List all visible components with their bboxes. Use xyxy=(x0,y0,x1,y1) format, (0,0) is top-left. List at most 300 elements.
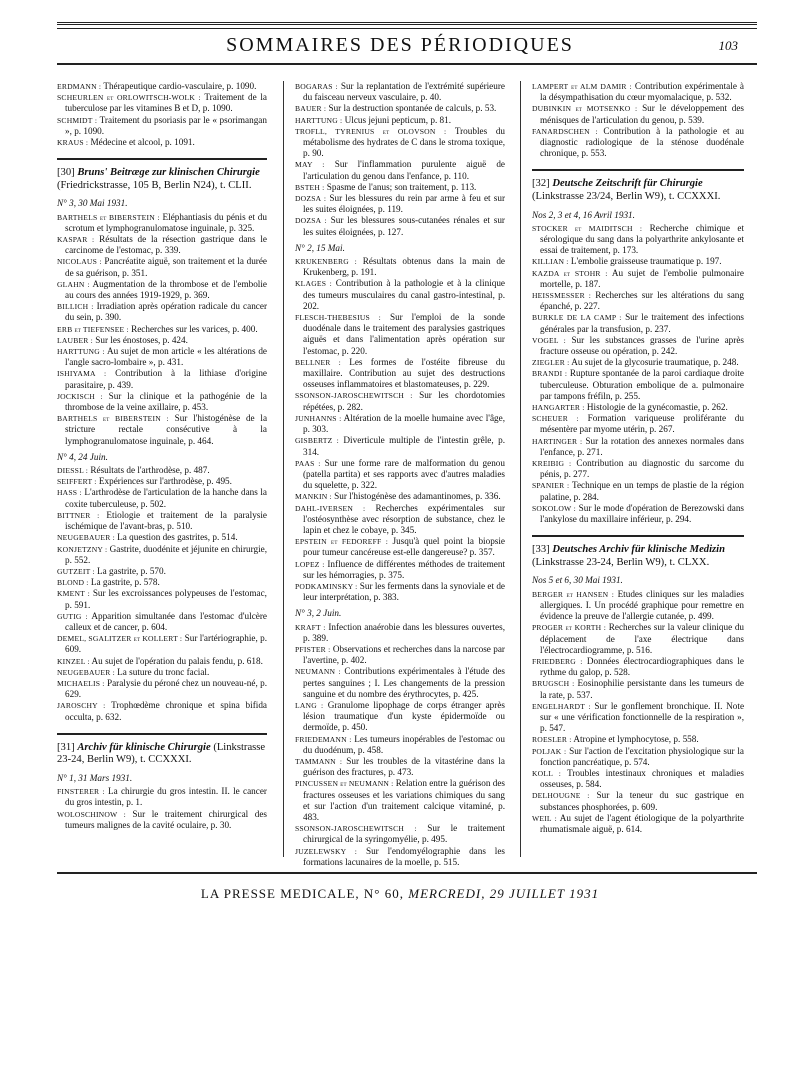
entry-author: MICHAELIS : xyxy=(57,678,105,688)
header-rule-bottom xyxy=(57,63,757,65)
abstract-entry xyxy=(295,823,505,845)
entry-title: Recherches expérimentales sur l'ostéosynthèse avec résorption de substance, chez le lapin et chez le cobaye, p. 345. xyxy=(303,502,505,535)
entry-author: SSONSON-JAROSCHEWITSCH : xyxy=(295,391,413,401)
entry-title: Sur le traitement chirurgical des tumeurs malignes de la cavité oculaire, p. 30. xyxy=(65,808,267,830)
abstract-entry xyxy=(57,465,267,476)
abstract-entry xyxy=(57,324,267,335)
journal-heading-31 xyxy=(57,733,267,767)
entry-title: Sur les blessures sous-cutanées rénales et sur les suites éloignées, p. 127. xyxy=(303,215,505,237)
entry-author: KINZEL : xyxy=(57,656,90,666)
journal-number: [33] xyxy=(532,544,550,556)
entry-author: BELLNER : xyxy=(295,357,341,367)
abstract-entry xyxy=(532,368,744,402)
entry-title: La gastrite, p. 578. xyxy=(90,577,160,588)
entry-title: Altération de la moelle humaine avec l'âge, p. 303. xyxy=(303,412,505,435)
abstract-entry xyxy=(295,846,505,868)
entry-list xyxy=(532,81,744,159)
abstract-entry xyxy=(295,182,505,193)
entry-title: Résultats obtenus dans la main de Krukenberg, p. 191. xyxy=(303,256,505,278)
entry-author: SPANIER : xyxy=(532,481,570,491)
entry-title: Histologie de la gynécomastie, p. 262. xyxy=(586,402,728,413)
abstract-entry xyxy=(295,734,505,756)
abstract-entry xyxy=(57,588,267,610)
abstract-entry xyxy=(295,644,505,666)
entry-title: Sur les ferments dans la synoviale et de leur interprétation, p. 383. xyxy=(303,580,505,603)
abstract-entry xyxy=(295,435,505,457)
entry-author: LOPEZ : xyxy=(295,559,325,569)
entry-author: PFISTER : xyxy=(295,644,331,654)
entry-title: Etiologie et traitement de la paralysie ischémique de l'avant-bras, p. 510. xyxy=(65,509,267,532)
journal-heading-32 xyxy=(532,169,744,203)
entry-author: DAHL-IVERSEN : xyxy=(295,503,366,513)
issue-heading: N° 4, 24 Juin. xyxy=(57,451,108,462)
abstract-entry xyxy=(295,115,505,126)
abstract-entry xyxy=(532,678,744,700)
entry-title: Sur l'endomyélographie dans les formations lacunaires de la moelle, p. 515. xyxy=(303,845,506,867)
entry-list xyxy=(295,256,505,603)
entry-title: Recherches sur la valeur clinique du déplacement de l'axe électrique dans l'électrocardiogramme, p. 516. xyxy=(540,622,745,655)
entry-author: DUBINKIN et MOTSENKO : xyxy=(532,104,638,114)
entry-list xyxy=(532,589,744,835)
entry-title: La question des gastrites, p. 514. xyxy=(117,532,238,543)
journal-name: Deutsche Zeitschrift für Chirurgie xyxy=(552,178,703,190)
entry-title: Sur l'artériographie, p. 609. xyxy=(65,633,268,655)
entry-author: FLESCH-THEBESIUS : xyxy=(295,313,381,323)
entry-title: Formation variqueuse proliférante du mésentère par myome utérin, p. 267. xyxy=(540,413,744,435)
entry-title: Spasme de l'anus; son traitement, p. 113. xyxy=(326,181,477,192)
entry-title: Augmentation de la thrombose et de l'embolie au cours des années 1919-1929, p. 369. xyxy=(65,278,267,301)
entry-title: Données électrocardiographiques dans le rythme du galop, p. 528. xyxy=(540,655,744,678)
entry-author: LAMPERT et ALM DAMIR : xyxy=(532,82,632,91)
entry-title: La chirurgie du gros intestin. II. le cancer du gros intestin, p. 1. xyxy=(65,786,267,808)
entry-title: Recherche chimique et sérologique du sang dans la polyarthrite ankylosante et essai de traitement, p. 173. xyxy=(540,222,744,256)
entry-title: Relation entre la guérison des fractures osseuses et les variations chimiques du sang et sur l'action d'un traitement calcique vitaminé, p. 483. xyxy=(303,778,506,822)
abstract-entry xyxy=(532,734,744,745)
entry-title: Technique en un temps de plastie de la région palatine, p. 284. xyxy=(540,480,744,502)
abstract-entry xyxy=(295,256,505,278)
abstract-entry xyxy=(532,357,744,368)
entry-author: GLAHN : xyxy=(57,279,90,289)
entry-author: WOLOSCHINOW : xyxy=(57,809,126,819)
abstract-entry xyxy=(57,487,267,509)
journal-name: Archiv für klinische Chirurgie xyxy=(77,741,211,753)
abstract-entry xyxy=(295,503,505,537)
entry-title: La suture du tronc facial. xyxy=(117,666,210,677)
entry-title: Expériences sur l'arthrodèse, p. 495. xyxy=(98,476,232,487)
entry-author: SCHEUER : xyxy=(532,414,579,424)
abstract-entry xyxy=(295,413,505,435)
entry-author: BAUER : xyxy=(295,104,327,114)
entry-title: Contribution à la lithiase d'origine parasitaire, p. 439. xyxy=(65,368,268,390)
footer-journal: LA PRESSE MEDICALE, N° 60, xyxy=(200,886,404,901)
entry-list xyxy=(532,223,744,525)
entry-author: GUTIG : xyxy=(57,611,88,621)
abstract-entry xyxy=(532,290,744,312)
footer-date: MERCREDI, 29 JUILLET 1931 xyxy=(408,886,600,901)
entry-author: DEMEL, SGALITZER et KOLLERT : xyxy=(57,634,183,644)
entry-title: Au sujet de la glycosurie traumatique, p. 248. xyxy=(571,357,739,368)
journal-number: [31] xyxy=(57,741,75,753)
abstract-entry xyxy=(295,559,505,581)
abstract-entry xyxy=(295,581,505,603)
entry-list xyxy=(57,465,267,723)
journal-address: (Linkstrasse 23-24, Berlin W9), t. CLXX. xyxy=(532,556,710,568)
entry-author: NEUGEBAUER : xyxy=(57,667,115,677)
entry-author: SEIFFERT : xyxy=(57,477,97,487)
entry-author: KONJETZNY : xyxy=(57,544,108,554)
entry-author: NEUGEBAUER : xyxy=(57,533,115,543)
entry-title: Sur une forme rare de malformation du genou (patella partita) et ses rapports avec d'autres maladies du squelette, p. 322. xyxy=(303,457,505,491)
entry-author: DOZSA : xyxy=(295,216,327,226)
entry-title: Contribution au diagnostic du sarcome du pénis, p. 277. xyxy=(540,458,744,480)
entry-author: BRANDI : xyxy=(532,369,568,379)
entry-author: JAROSCHY : xyxy=(57,701,106,711)
entry-title: Contribution expérimentale à la désympathisation du cœur myomalacique, p. 532. xyxy=(540,81,745,103)
entry-title: Au sujet de mon article « les altérations de l'angle sacro-lombaire », p. 431. xyxy=(65,346,267,368)
abstract-entry xyxy=(57,476,267,487)
abstract-entry xyxy=(57,137,267,148)
entry-title: Au sujet de l'embolie pulmonaire mortelle, p. 187. xyxy=(540,267,744,289)
entry-author: PAAS : xyxy=(295,458,321,468)
entry-title: Les formes de l'ostéite fibreuse du maxillaire. Contribution au sujet des destructions osseuses inflammatoires et blastomateuses, p. 229. xyxy=(303,356,506,390)
abstract-entry xyxy=(57,391,267,413)
abstract-entry xyxy=(57,633,267,655)
entry-author: VOGEL : xyxy=(532,335,566,345)
abstract-entry xyxy=(532,402,744,413)
entry-author: SOKOLOW : xyxy=(532,503,576,513)
entry-author: PINCUSSEN et NEUMANN : xyxy=(295,779,394,789)
entry-list xyxy=(57,212,267,447)
abstract-entry xyxy=(532,503,744,525)
abstract-entry xyxy=(57,212,267,234)
entry-author: ZIEGLER : xyxy=(532,358,570,368)
abstract-entry xyxy=(532,480,744,502)
abstract-entry xyxy=(295,622,505,644)
entry-title: Recherches sur les altérations du sang épanché, p. 227. xyxy=(540,290,744,312)
abstract-entry xyxy=(295,778,505,823)
entry-title: La gastrite, p. 570. xyxy=(97,565,166,576)
entry-author: DIESSL : xyxy=(57,466,89,476)
entry-title: Recherches sur les varices, p. 400. xyxy=(131,323,258,334)
journal-address: (Linkstrasse 23-24, Berlin W9), t. CCXXXI. xyxy=(57,741,266,766)
entry-author: HARTTUNG : xyxy=(295,115,343,125)
abstract-entry xyxy=(57,413,267,447)
abstract-entry xyxy=(532,622,744,656)
abstract-entry xyxy=(532,413,744,435)
entry-author: GUTZEIT : xyxy=(57,566,95,576)
journal-number: [30] xyxy=(57,167,75,179)
entry-title: Résultats de la résection gastrique dans le carcinome de l'estomac, p. 339. xyxy=(65,234,267,256)
entry-title: Sur le gonflement bronchique. II. Note sur « une vérification fonctionnelle de la respiration », p. 547. xyxy=(540,700,745,734)
entry-title: Thérapeutique cardio-vasculaire, p. 1090. xyxy=(103,81,257,91)
entry-title: Sur la teneur du suc gastrique en substances phosphorées, p. 609. xyxy=(540,790,744,812)
entry-author: BRUGSCH : xyxy=(532,679,575,689)
entry-author: BARTHELS et BIBERSTEIN : xyxy=(57,212,160,222)
entry-author: KILLIAN : xyxy=(532,257,569,267)
abstract-entry xyxy=(295,491,505,502)
entry-author: ROESLER : xyxy=(532,735,572,745)
entry-title: Influence de différentes méthodes de traitement sur les hémorragies, p. 375. xyxy=(303,558,505,580)
abstract-entry xyxy=(57,279,267,301)
entry-title: Sur l'emploi de la sonde duodénale dans le traitement des paralysies gastriques aiguës et dans l'alimentation après opération sur l'estomac, p. 220. xyxy=(303,312,505,356)
abstract-entry xyxy=(57,809,267,831)
page-number: 103 xyxy=(718,38,738,53)
entry-title: Granulome lipophage de corps étranger après lésion traumatique d'un kyste épidermoïde ou dermoïde, p. 450. xyxy=(303,699,505,733)
entry-author: KAZDA et STOHR : xyxy=(532,268,608,278)
entry-author: BSTEH : xyxy=(295,182,325,192)
abstract-entry xyxy=(295,390,505,412)
abstract-entry xyxy=(57,577,267,588)
entry-author: PROGER et KORTH : xyxy=(532,623,607,633)
footer-rule xyxy=(57,872,757,874)
entry-title: Sur les énostoses, p. 424. xyxy=(95,334,188,345)
entry-list xyxy=(57,81,267,148)
entry-title: Troubles intestinaux chroniques et maladies osseuses, p. 584. xyxy=(540,767,744,790)
entry-title: Jusqu'à quel point la biopsie pour tumeur cancéreuse est-elle dangereuse? p. 357. xyxy=(303,536,505,558)
entry-title: Sur la clinique et la pathogénie de la thrombose de la veine axillaire, p. 453. xyxy=(65,390,267,413)
abstract-entry xyxy=(57,544,267,566)
abstract-entry xyxy=(57,678,267,700)
abstract-entry xyxy=(57,301,267,323)
entry-author: KOLL : xyxy=(532,768,562,778)
entry-title: Sur la destruction spontanée de calculs, p. 53. xyxy=(328,103,497,114)
entry-title: Sur les blessures du rein par arme à feu et sur les suites éloignées, p. 119. xyxy=(303,193,506,215)
abstract-entry xyxy=(57,368,267,390)
entry-title: Sur les excroissances polypeuses de l'estomac, p. 591. xyxy=(65,588,267,610)
abstract-entry xyxy=(57,656,267,667)
entry-author: KMENT : xyxy=(57,589,90,599)
entry-title: Trophœdème chronique et spina bifida occulta, p. 632. xyxy=(65,700,267,722)
entry-title: L'arthrodèse de l'articulation de la hanche dans la coxite tuberculeuse, p. 502. xyxy=(65,487,267,509)
column-divider-1 xyxy=(283,81,284,857)
abstract-entry xyxy=(57,566,267,577)
abstract-entry xyxy=(532,656,744,678)
entry-title: Contribution à la pathologie et au diagnostic radiologique de la sténose duodénale chronique, p. 553. xyxy=(540,125,744,159)
journal-heading-30 xyxy=(57,158,267,192)
abstract-entry xyxy=(532,790,744,812)
abstract-entry xyxy=(295,700,505,734)
entry-title: Infection anaérobie dans les blessures ouvertes, p. 389. xyxy=(303,621,506,643)
abstract-entry xyxy=(57,92,267,114)
entry-title: Contributions expérimentales à l'étude des pertes sanguines ; I. Les changements de la pression sanguine et du nombre des érythrocytes, p. 425. xyxy=(303,666,505,699)
entry-title: Contribution à la pathologie et à la clinique des tumeurs musculaires du canal gastro-intestinal, p. 202. xyxy=(303,278,506,311)
entry-title: Apparition simultanée dans l'estomac d'ulcère calleux et de cancer, p. 604. xyxy=(65,610,267,632)
entry-title: Sur l'histogénèse de la stricture rectale consécutive à la lymphogranulomatose inguinale, p. 464. xyxy=(65,413,268,446)
entry-author: KRAFT : xyxy=(295,622,326,632)
issue-heading: N° 3, 2 Juin. xyxy=(295,608,342,619)
entry-title: Sur le développement des ménisques de l'articulation du genou, p. 539. xyxy=(540,103,744,125)
entry-title: Atropine et lymphocytose, p. 558. xyxy=(573,734,699,745)
entry-author: HEISSMESSER : xyxy=(532,291,592,301)
entry-title: Sur l'inflammation purulente aiguë de l'articulation du genou dans l'enfance, p. 110. xyxy=(303,159,506,181)
abstract-entry xyxy=(532,768,744,790)
entry-author: DOZSA : xyxy=(295,194,327,204)
abstract-entry xyxy=(57,667,267,678)
abstract-entry xyxy=(57,115,267,137)
entry-author: SSONSON-JAROSCHEWITSCH : xyxy=(295,824,417,834)
abstract-entry xyxy=(532,103,744,125)
entry-author: KRAUS : xyxy=(57,138,89,148)
entry-title: Ulcus jejuni pepticum, p. 81. xyxy=(344,114,452,125)
journal-address: (Friedrickstrasse, 105 B, Berlin N24), t. CLII. xyxy=(57,179,252,191)
entry-title: Sur les substances grasses de l'urine après fracture osseuse ou opération, p. 242. xyxy=(540,334,744,357)
entry-author: BARTHELS et BIBERSTEIN : xyxy=(57,414,169,424)
abstract-entry xyxy=(57,335,267,346)
abstract-entry xyxy=(295,756,505,778)
entry-author: EPSTEIN et FEDOREFF : xyxy=(295,537,389,547)
issue-heading: N° 1, 31 Mars 1931. xyxy=(57,772,133,783)
issue-heading: N° 3, 30 Mai 1931. xyxy=(57,198,128,209)
entry-author: KRUKENBERG : xyxy=(295,257,357,267)
entry-author: FANARDSCHEN : xyxy=(532,126,598,136)
abstract-entry xyxy=(532,256,744,267)
entry-list xyxy=(57,786,267,831)
entry-author: POLJAK : xyxy=(532,746,567,756)
journal-address: (Linkstrasse 23/24, Berlin W9), t. CCXXXI. xyxy=(532,191,721,203)
entry-author: TAMMANN : xyxy=(295,756,343,766)
abstract-entry xyxy=(532,701,744,735)
abstract-entry xyxy=(532,335,744,357)
entry-author: LAUBER : xyxy=(57,335,93,345)
entry-author: JUZELEWSKY : xyxy=(295,846,358,856)
entry-title: Médecine et alcool, p. 1091. xyxy=(90,137,195,148)
journal-number: [32] xyxy=(532,178,550,190)
column-3 xyxy=(532,81,744,835)
abstract-entry xyxy=(532,223,744,257)
header-rule-top xyxy=(57,22,757,25)
abstract-entry xyxy=(57,346,267,368)
entry-list xyxy=(295,622,505,868)
entry-title: Observations et recherches dans la narcose par l'avertine, p. 402. xyxy=(303,643,505,666)
entry-author: FRIEDEMANN : xyxy=(295,734,352,744)
entry-author: DELHOUGNE : xyxy=(532,791,590,801)
entry-author: PODKAMINSKY : xyxy=(295,581,358,591)
entry-author: NEUMANN : xyxy=(295,667,341,677)
entry-author: GISBERTZ : xyxy=(295,436,339,446)
footer xyxy=(0,886,800,902)
abstract-entry xyxy=(532,126,744,160)
journal-name: Bruns' Beitræge zur klinischen Chirurgie xyxy=(77,167,260,179)
entry-title: Traitement du psoriasis par le « psorimangan », p. 1090. xyxy=(65,114,267,136)
entry-author: ERB et TIEFENSEE : xyxy=(57,324,129,334)
entry-author: FRIEDBERG : xyxy=(532,656,583,666)
abstract-entry xyxy=(57,611,267,633)
entry-title: Au sujet de l'agent étiologique de la polyarthrite rhumatismale aiguë, p. 614. xyxy=(540,812,745,834)
issue-heading: Nos 5 et 6, 30 Mai 1931. xyxy=(532,575,623,586)
abstract-entry xyxy=(295,666,505,700)
abstract-entry xyxy=(57,786,267,808)
entry-title: Résultats de l'arthrodèse, p. 487. xyxy=(90,465,210,476)
entry-title: Sur la rotation des annexes normales dans l'enfance, p. 271. xyxy=(540,435,745,457)
entry-author: BITTNER : xyxy=(57,510,100,520)
entry-author: BURKLE DE LA CAMP : xyxy=(532,313,622,323)
entry-title: Sur l'histogénèse des adamantinomes, p. 336. xyxy=(334,491,501,502)
entry-author: NICOLAUS : xyxy=(57,257,102,267)
journal-name: Deutsches Archiv für klinische Medizin xyxy=(552,544,725,556)
entry-author: HANGARTER : xyxy=(532,403,585,413)
entry-author: FINSTERER : xyxy=(57,787,105,797)
entry-author: KASPAR : xyxy=(57,235,95,245)
abstract-entry xyxy=(57,234,267,256)
abstract-entry xyxy=(532,458,744,480)
abstract-entry xyxy=(532,813,744,835)
abstract-entry xyxy=(532,268,744,290)
entry-author: KLAGES : xyxy=(295,279,332,289)
entry-author: LANG : xyxy=(295,700,324,710)
entry-title: Traitement de la tuberculose par les vitamines B et D, p. 1090. xyxy=(65,92,267,114)
entry-title: Etudes cliniques sur les maladies allergiques. I. Un procédé graphique pour remettre en évidence la preuve de l'allergie cutanée, p. 499. xyxy=(540,588,744,622)
entry-author: ENGELHARDT : xyxy=(532,701,591,711)
entry-list xyxy=(295,81,505,238)
abstract-entry xyxy=(295,103,505,114)
abstract-entry xyxy=(295,312,505,357)
entry-author: BLOND : xyxy=(57,578,89,588)
entry-title: Gastrite, duodénite et jéjunite en chirurgie, p. 552. xyxy=(65,543,268,565)
entry-title: L'embolie graisseuse traumatique p. 197. xyxy=(570,256,722,267)
abstract-entry xyxy=(295,193,505,215)
entry-title: Sur les troubles de la vitastérine dans la guérison des fractures, p. 473. xyxy=(303,755,505,778)
entry-author: SCHMIDT : xyxy=(57,115,98,125)
entry-author: SCHEURLEN et ORLOWITSCH-WOLK : xyxy=(57,93,201,103)
entry-title: Pancréatite aiguë, son traitement et la durée de sa guérison, p. 351. xyxy=(65,256,267,278)
entry-title: Sur le mode d'opération de Berezowski dans l'ankylose du maxillaire inférieur, p. 294. xyxy=(540,502,745,525)
journal-heading-33 xyxy=(532,535,744,569)
entry-title: Sur la replantation de l'extrémité supérieure du faisceau nerveux vasculaire, p. 40. xyxy=(303,81,505,103)
entry-title: Rupture spontanée de la paroi cardiaque droite tuberculeuse. Obturation embolique de a. pulmonaire par tampons fréfiln, p. 255. xyxy=(540,368,745,401)
abstract-entry xyxy=(532,436,744,458)
entry-title: Eléphantiasis du pénis et du scrotum et lymphogranulomatose inguinale, p. 325. xyxy=(65,211,267,233)
abstract-entry xyxy=(532,81,744,103)
abstract-entry xyxy=(295,159,505,181)
entry-author: STOCKER et MAIDITSCH : xyxy=(532,223,643,233)
abstract-entry xyxy=(295,126,505,160)
entry-author: JUNHANNS : xyxy=(295,413,342,423)
entry-title: Sur le traitement des infections générales par la transfusion, p. 237. xyxy=(540,312,745,334)
header-rule-mid xyxy=(57,28,757,29)
column-1 xyxy=(57,81,267,831)
entry-title: Sur l'action de l'excitation physiologique sur la fonction pancréatique, p. 574. xyxy=(540,745,744,767)
entry-title: Au sujet de l'opération du palais fendu, p. 618. xyxy=(91,655,263,666)
abstract-entry xyxy=(295,278,505,312)
abstract-entry xyxy=(57,700,267,722)
abstract-entry xyxy=(295,536,505,558)
column-2 xyxy=(295,81,505,868)
abstract-entry xyxy=(295,357,505,391)
abstract-entry xyxy=(57,256,267,278)
entry-author: HASS : xyxy=(57,488,82,498)
abstract-entry xyxy=(532,589,744,623)
entry-author: MANKIN : xyxy=(295,492,332,502)
entry-title: Paralysie du péroné chez un nouveau-né, p. 629. xyxy=(65,677,267,700)
entry-author: WEIL : xyxy=(532,813,557,823)
column-divider-2 xyxy=(520,81,521,857)
entry-title: Sur les chordotomies répétées, p. 282. xyxy=(303,390,506,412)
entry-author: BILLICH : xyxy=(57,302,94,312)
entry-author: HARTINGER : xyxy=(532,436,583,446)
abstract-entry xyxy=(295,81,505,103)
abstract-entry xyxy=(532,312,744,334)
entry-author: MAY : xyxy=(295,160,325,170)
entry-author: ERDMANN : xyxy=(57,82,102,91)
abstract-entry xyxy=(532,746,744,768)
entry-author: ISHIYAMA : xyxy=(57,369,107,379)
entry-title: Irradiation après opération radicale du cancer du sein, p. 390. xyxy=(65,301,268,323)
entry-author: JOCKISCH : xyxy=(57,391,103,401)
issue-heading: Nos 2, 3 et 4, 16 Avril 1931. xyxy=(532,209,635,220)
issue-heading: N° 2, 15 Mai. xyxy=(295,242,345,253)
entry-title: Sur le traitement chirurgical de la syringomyélie, p. 495. xyxy=(303,823,506,845)
abstract-entry xyxy=(295,215,505,237)
